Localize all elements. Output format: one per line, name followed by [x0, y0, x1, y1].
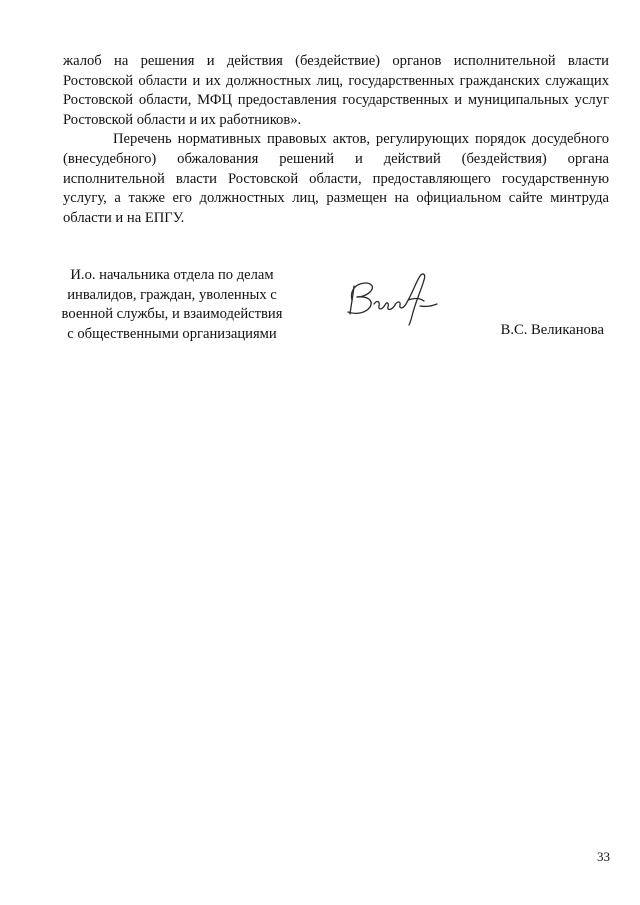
- signature-block: [0, 266, 640, 346]
- signatory-position: [44, 266, 300, 344]
- document-body: [63, 52, 609, 228]
- position-line: с общественными организациями: [67, 325, 277, 342]
- paragraph-regulations: Перечень нормативных правовых актов, регулирующих порядок досудебного (внесудебного) обжалования решений и действий (бездействия) органа исполнительной власти Ростовской области, предоставляющего государственную услугу, а также его должностных лиц, размещен на официальном сайте минтруда области и на ЕПГУ.: [63, 131, 609, 226]
- paragraph-continuation: жалоб на решения и действия (бездействие) органов исполнительной власти Ростовской области и их должностных лиц, государственных гражданских служащих Ростовской области, МФЦ предоставления государственных и муниципальных услуг Ростовской области и их работников».: [63, 53, 609, 128]
- position-line: инвалидов, граждан, уволенных с: [67, 286, 277, 303]
- handwritten-signature-icon: [340, 270, 440, 326]
- position-line: военной службы, и взаимодействия: [61, 306, 283, 323]
- position-line: И.о. начальника отдела по делам: [70, 267, 274, 283]
- page-number: 33: [597, 849, 610, 864]
- signatory-name: В.С. Великанова: [500, 322, 604, 338]
